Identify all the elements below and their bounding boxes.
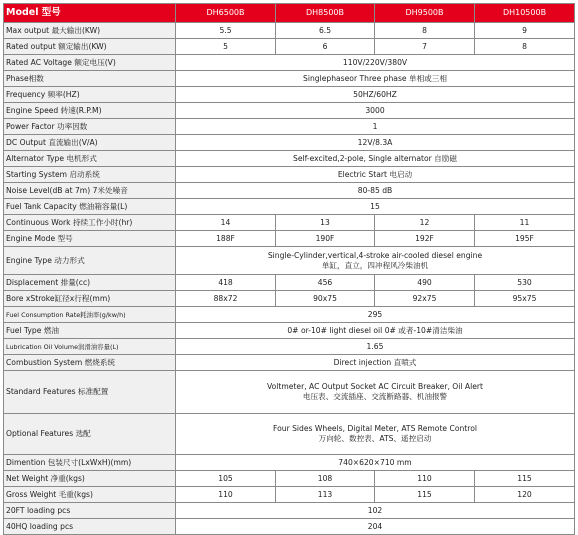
table-row-rated-output: [4, 39, 575, 55]
row-label: Dimention 包装尺寸(LxWxH)(mm): [4, 455, 176, 471]
cell-value: 188F: [176, 231, 276, 247]
table-row-dimension: [4, 455, 575, 471]
cell-value: 115: [475, 471, 575, 487]
row-label: 40HQ loading pcs: [4, 519, 176, 535]
model-name: DH6500B: [176, 4, 276, 23]
cell-value: 115: [375, 487, 475, 503]
cell-value: Self-excited,2-pole, Single alternator 自励磁: [176, 151, 575, 167]
row-label: Lubrication Oil Volume润滑油容量(L): [4, 339, 176, 355]
cell-value: 110V/220V/380V: [176, 55, 575, 71]
cell-line: Voltmeter, AC Output Socket AC Circuit Breaker, Oil Alert: [267, 382, 483, 391]
cell-value: 14: [176, 215, 276, 231]
cell-value: [176, 371, 575, 414]
table-row-combustion: [4, 355, 575, 371]
table-row-dc-output: [4, 135, 575, 151]
table-row-phase: [4, 71, 575, 87]
cell-value: 456: [276, 275, 375, 291]
cell-value: [176, 414, 575, 455]
row-label: Continuous Work 持续工作小时(hr): [4, 215, 176, 231]
table-row-lube-oil: [4, 339, 575, 355]
row-label: Alternator Type 电机形式: [4, 151, 176, 167]
cell-value: 204: [176, 519, 575, 535]
row-label: Rated AC Voltage 额定电压(V): [4, 55, 176, 71]
cell-value: Direct injection 直喷式: [176, 355, 575, 371]
cell-value: [176, 247, 575, 275]
spec-table: [3, 3, 575, 535]
table-row-optional-features: [4, 414, 575, 455]
row-label: Gross Weight 毛重(kgs): [4, 487, 176, 503]
cell-value: 13: [276, 215, 375, 231]
row-label: Frequency 频率(HZ): [4, 87, 176, 103]
cell-value: 6.5: [276, 23, 375, 39]
row-label: Starting System 启动系统: [4, 167, 176, 183]
row-label: Rated output 额定输出(KW): [4, 39, 176, 55]
table-row-40hq-loading: [4, 519, 575, 535]
row-label: Power Factor 功率因数: [4, 119, 176, 135]
cell-value: 7: [375, 39, 475, 55]
table-row-fuel-consumption: [4, 307, 575, 323]
cell-line: 电压表、交流插座、交流断路器、机油报警: [302, 392, 448, 401]
row-label: DC Output 直流输出(V/A): [4, 135, 176, 151]
table-row-20ft-loading: [4, 503, 575, 519]
row-label: Combustion System 燃烧系统: [4, 355, 176, 371]
table-row-fuel-tank: [4, 199, 575, 215]
table-row-engine-mode: [4, 231, 575, 247]
table-row-fuel-type: [4, 323, 575, 339]
cell-value: 110: [375, 471, 475, 487]
cell-value: 90x75: [276, 291, 375, 307]
header-row: [4, 4, 575, 23]
cell-line: Single-Cylinder,vertical,4-stroke air-cooled diesel engine: [267, 250, 483, 260]
cell-value: 88x72: [176, 291, 276, 307]
row-label: Phase相数: [4, 71, 176, 87]
table-row-continuous-work: [4, 215, 575, 231]
cell-value: 12V/8.3A: [176, 135, 575, 151]
cell-value: 190F: [276, 231, 375, 247]
row-label: Optional Features 选配: [4, 414, 176, 455]
cell-value: 102: [176, 503, 575, 519]
row-label: Displacement 排量(cc): [4, 275, 176, 291]
row-label: Fuel Tank Capacity 燃油箱容量(L): [4, 199, 176, 215]
cell-value: 740×620×710 mm: [176, 455, 575, 471]
cell-value: 6: [276, 39, 375, 55]
row-label: Engine Mode 型号: [4, 231, 176, 247]
cell-value: 0# or-10# light diesel oil 0# 或者-10#清洁柴油: [176, 323, 575, 339]
cell-value: 3000: [176, 103, 575, 119]
cell-value: 8: [475, 39, 575, 55]
table-row-noise: [4, 183, 575, 199]
table-row-rated-voltage: [4, 55, 575, 71]
cell-value: 50HZ/60HZ: [176, 87, 575, 103]
cell-value: 113: [276, 487, 375, 503]
table-row-power-factor: [4, 119, 575, 135]
cell-line: 单缸，直立，四冲程风冷柴油机: [321, 260, 429, 270]
cell-value: 418: [176, 275, 276, 291]
cell-value: 8: [375, 23, 475, 39]
cell-value: 9: [475, 23, 575, 39]
cell-value: 5: [176, 39, 276, 55]
row-label: Engine Type 动力形式: [4, 247, 176, 275]
cell-line: 万向轮、数控表、ATS、遥控启动: [318, 434, 432, 443]
cell-value: 95x75: [475, 291, 575, 307]
row-label: 20FT loading pcs: [4, 503, 176, 519]
model-name: DH8500B: [276, 4, 375, 23]
table-row-net-weight: [4, 471, 575, 487]
cell-value: Singlephaseor Three phase 单相或三相: [176, 71, 575, 87]
table-row-alternator: [4, 151, 575, 167]
row-label: Standard Features 标准配置: [4, 371, 176, 414]
cell-value: 105: [176, 471, 276, 487]
table-row-engine-speed: [4, 103, 575, 119]
table-row-engine-type: [4, 247, 575, 275]
cell-value: 490: [375, 275, 475, 291]
cell-value: 110: [176, 487, 276, 503]
row-label: Engine Speed 转速(R.P.M): [4, 103, 176, 119]
cell-value: 1.65: [176, 339, 575, 355]
cell-value: 195F: [475, 231, 575, 247]
row-label: Max output 最大输出(KW): [4, 23, 176, 39]
cell-value: 192F: [375, 231, 475, 247]
table-row-max-output: [4, 23, 575, 39]
row-label: Net Weight 净重(kgs): [4, 471, 176, 487]
cell-value: 12: [375, 215, 475, 231]
cell-value: 295: [176, 307, 575, 323]
cell-line: Four Sides Wheels, Digital Meter, ATS Remote Control: [273, 424, 477, 433]
row-label: Fuel Type 燃油: [4, 323, 176, 339]
cell-value: 120: [475, 487, 575, 503]
table-row-starting: [4, 167, 575, 183]
cell-value: 1: [176, 119, 575, 135]
cell-value: 530: [475, 275, 575, 291]
model-name: DH9500B: [375, 4, 475, 23]
row-label: Noise Level(dB at 7m) 7米处噪音: [4, 183, 176, 199]
spec-table-container: [3, 3, 574, 535]
model-name: DH10500B: [475, 4, 575, 23]
table-row-frequency: [4, 87, 575, 103]
table-row-displacement: [4, 275, 575, 291]
cell-value: 80-85 dB: [176, 183, 575, 199]
row-label: Bore xStroke缸径x行程(mm): [4, 291, 176, 307]
cell-value: Electric Start 电启动: [176, 167, 575, 183]
table-row-standard-features: [4, 371, 575, 414]
cell-value: 11: [475, 215, 575, 231]
table-row-bore-stroke: [4, 291, 575, 307]
cell-value: 15: [176, 199, 575, 215]
table-row-gross-weight: [4, 487, 575, 503]
cell-value: 92x75: [375, 291, 475, 307]
model-label: Model 型号: [4, 4, 176, 23]
row-label: Fuel Consumption Rate耗油率(g/kw/h): [4, 307, 176, 323]
cell-value: 108: [276, 471, 375, 487]
cell-value: 5.5: [176, 23, 276, 39]
